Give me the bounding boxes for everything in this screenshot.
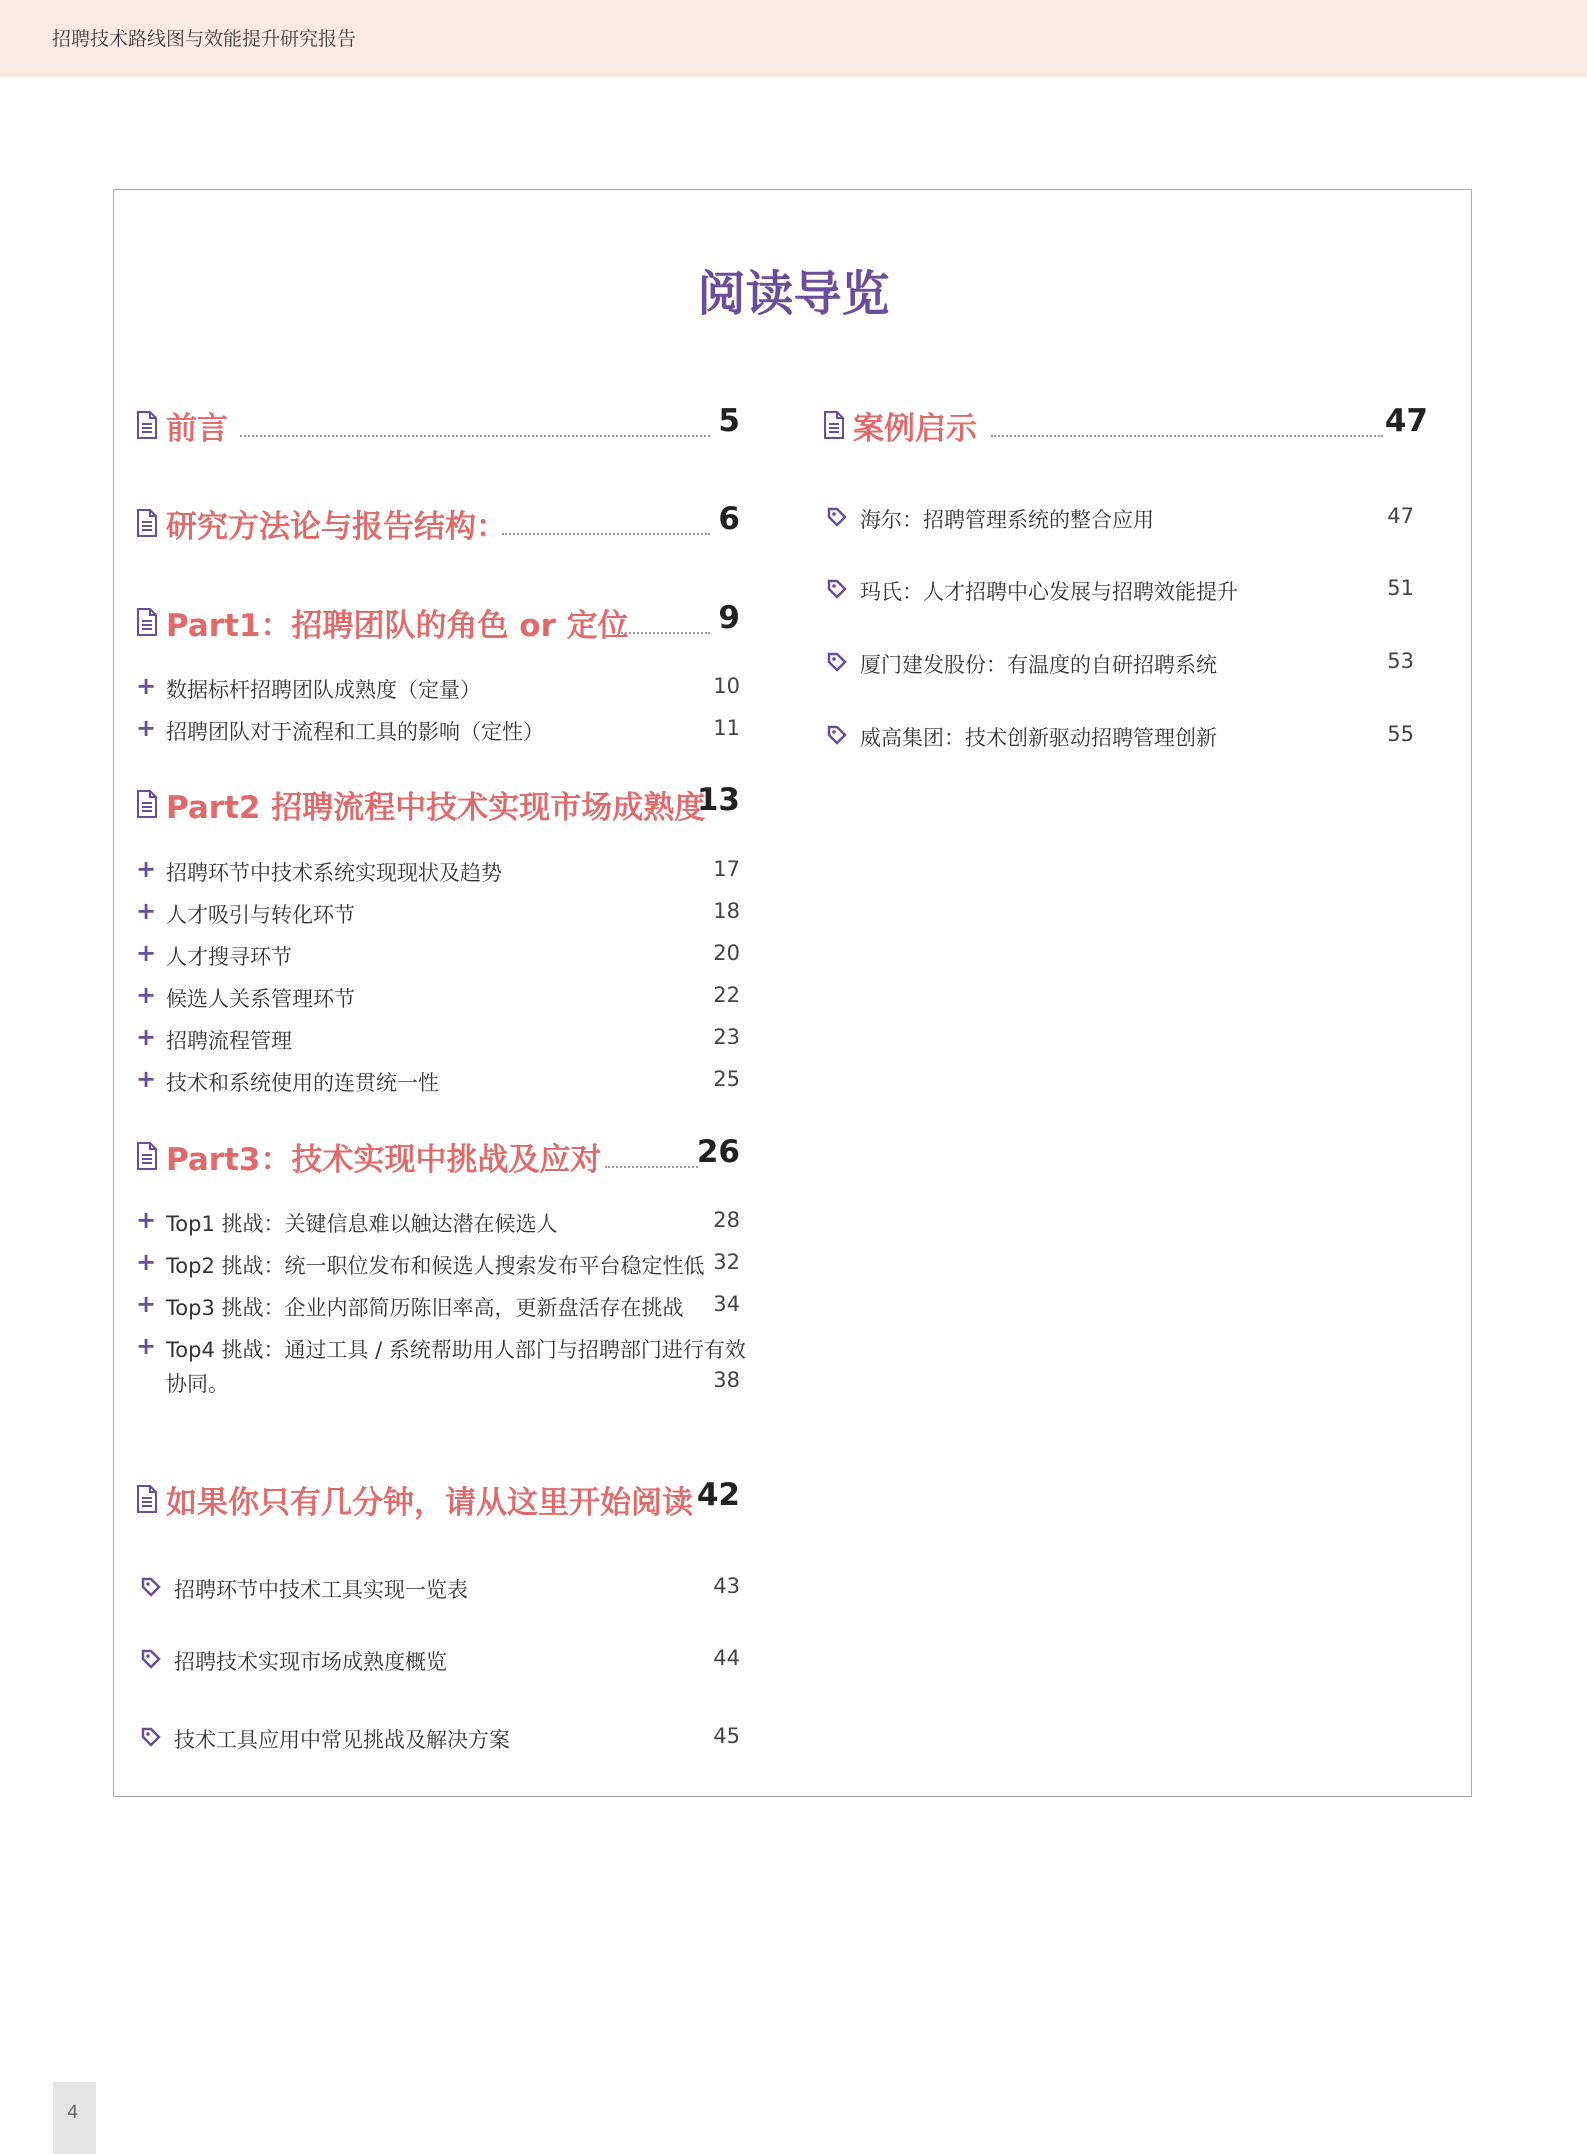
section-label: 研究方法论与报告结构：: [166, 509, 507, 545]
document-icon: [136, 790, 158, 818]
plus-icon: +: [136, 1065, 157, 1093]
plus-icon: +: [136, 714, 157, 742]
document-icon: [136, 1142, 158, 1170]
toc-section-part2[interactable]: [136, 776, 740, 826]
toc-section-preface[interactable]: [136, 397, 740, 447]
case-item[interactable]: [826, 502, 1414, 532]
report-title: 招聘技术路线图与效能提升研究报告: [52, 28, 357, 50]
toc-item[interactable]: [136, 1290, 740, 1320]
item-page: 32: [713, 1250, 740, 1274]
toc-section-part1[interactable]: [136, 594, 740, 644]
section-page: 47: [1384, 403, 1428, 439]
plus-icon: +: [136, 1023, 157, 1051]
item-label: 厦门建发股份：有温度的自研招聘系统: [860, 653, 1217, 677]
case-item[interactable]: [826, 720, 1414, 750]
toc-section-part3[interactable]: [136, 1128, 740, 1178]
item-label: 招聘环节中技术系统实现现状及趋势: [166, 861, 502, 885]
document-icon: [136, 509, 158, 537]
leader-dots: [605, 1166, 698, 1168]
toc-item[interactable]: [136, 981, 740, 1011]
plus-icon: +: [136, 1332, 157, 1360]
leader-dots: [618, 632, 710, 634]
plus-icon: +: [136, 855, 157, 883]
tag-icon: [140, 1648, 162, 1670]
item-label: 候选人关系管理环节: [166, 987, 355, 1011]
item-label: 招聘技术实现市场成熟度概览: [174, 1650, 447, 1674]
toc-title: 阅读导览: [697, 266, 890, 322]
item-label: 数据标杆招聘团队成熟度（定量）: [166, 678, 481, 702]
toc-item[interactable]: [136, 897, 740, 927]
tag-icon: [140, 1576, 162, 1598]
section-page: 26: [696, 1134, 740, 1170]
leader-dots: [240, 435, 710, 437]
item-label: 技术和系统使用的连贯统一性: [166, 1071, 439, 1095]
plus-icon: +: [136, 1290, 157, 1318]
toc-quick-item[interactable]: [140, 1722, 740, 1752]
tag-icon: [140, 1726, 162, 1748]
toc-item[interactable]: [136, 672, 740, 702]
tag-icon: [826, 651, 848, 673]
toc-item[interactable]: [136, 1206, 740, 1236]
section-label: 案例启示: [853, 411, 977, 447]
item-label: 威高集团：技术创新驱动招聘管理创新: [860, 726, 1217, 750]
section-label: Part2 招聘流程中技术实现市场成熟度: [166, 790, 706, 826]
item-page: 25: [713, 1067, 740, 1091]
item-page: 34: [713, 1292, 740, 1316]
item-page: 51: [1387, 576, 1414, 600]
document-icon: [823, 411, 845, 439]
item-page: 53: [1387, 649, 1414, 673]
item-label: 招聘流程管理: [166, 1029, 292, 1053]
section-label: 如果你只有几分钟，请从这里开始阅读: [166, 1485, 693, 1521]
plus-icon: +: [136, 897, 157, 925]
toc-quick-item[interactable]: [140, 1644, 740, 1674]
item-page: 22: [713, 983, 740, 1007]
item-label: Top4 挑战：通过工具 / 系统帮助用人部门与招聘部门进行有效: [166, 1338, 746, 1362]
toc-item[interactable]: [136, 855, 740, 885]
item-page: 20: [713, 941, 740, 965]
item-page: 43: [713, 1574, 740, 1598]
document-icon: [136, 608, 158, 636]
item-label: 技术工具应用中常见挑战及解决方案: [174, 1728, 510, 1752]
toc-section-methodology[interactable]: [136, 495, 740, 545]
toc-item[interactable]: [136, 1332, 750, 1398]
section-page: 5: [718, 403, 740, 439]
item-page: 55: [1387, 722, 1414, 746]
toc-section-quick-read[interactable]: [136, 1471, 740, 1521]
document-icon: [136, 1485, 158, 1513]
tag-icon: [826, 724, 848, 746]
section-page: 9: [718, 600, 740, 636]
case-item[interactable]: [826, 574, 1414, 604]
section-page: 6: [718, 501, 740, 537]
item-label: Top2 挑战：统一职位发布和候选人搜索发布平台稳定性低: [166, 1254, 705, 1278]
toc-item[interactable]: [136, 1023, 740, 1053]
page-number: 4: [67, 2102, 79, 2123]
page-number-tab: [53, 2082, 96, 2154]
item-label: 人才搜寻环节: [166, 945, 292, 969]
case-item[interactable]: [826, 647, 1414, 677]
item-label: Top1 挑战：关键信息难以触达潜在候选人: [166, 1212, 558, 1236]
item-label: 玛氏：人才招聘中心发展与招聘效能提升: [860, 580, 1238, 604]
leader-dots: [991, 435, 1383, 437]
plus-icon: +: [136, 1248, 157, 1276]
item-page: 45: [713, 1724, 740, 1748]
item-page: 47: [1387, 504, 1414, 528]
item-page: 10: [713, 674, 740, 698]
section-label: Part3：技术实现中挑战及应对: [166, 1142, 602, 1178]
tag-icon: [826, 578, 848, 600]
item-page: 44: [713, 1646, 740, 1670]
item-page: 23: [713, 1025, 740, 1049]
toc-item[interactable]: [136, 1248, 740, 1278]
section-page: 13: [696, 782, 740, 818]
toc-quick-item[interactable]: [140, 1572, 740, 1602]
section-page: 42: [696, 1477, 740, 1513]
plus-icon: +: [136, 1206, 157, 1234]
item-label: Top3 挑战：企业内部简历陈旧率高，更新盘活存在挑战: [166, 1296, 684, 1320]
item-page: 11: [713, 716, 740, 740]
plus-icon: +: [136, 939, 157, 967]
toc-item[interactable]: [136, 1065, 740, 1095]
item-label: 海尔：招聘管理系统的整合应用: [860, 508, 1154, 532]
tag-icon: [826, 506, 848, 528]
item-label: 招聘团队对于流程和工具的影响（定性）: [166, 720, 544, 744]
toc-section-cases[interactable]: [823, 397, 1428, 447]
item-page: 38: [713, 1368, 740, 1392]
item-label: 人才吸引与转化环节: [166, 903, 355, 927]
page-header: [0, 0, 1587, 77]
leader-dots: [502, 533, 710, 535]
item-page: 17: [713, 857, 740, 881]
item-page: 18: [713, 899, 740, 923]
item-label: 招聘环节中技术工具实现一览表: [174, 1578, 468, 1602]
plus-icon: +: [136, 672, 157, 700]
item-label-continued: 协同。: [166, 1372, 229, 1396]
section-label: 前言: [166, 411, 228, 447]
toc-item[interactable]: [136, 939, 740, 969]
toc-item[interactable]: [136, 714, 740, 744]
item-page: 28: [713, 1208, 740, 1232]
section-label: Part1：招聘团队的角色 or 定位: [166, 608, 629, 644]
document-icon: [136, 411, 158, 439]
plus-icon: +: [136, 981, 157, 1009]
